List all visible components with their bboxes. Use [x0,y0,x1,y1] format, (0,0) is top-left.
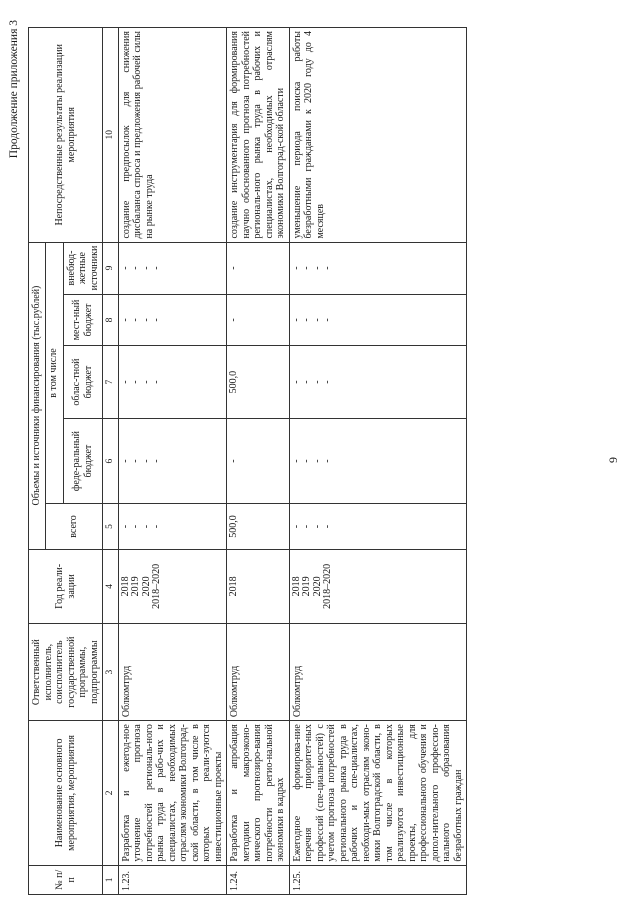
amount-value: - [151,459,163,463]
amount-value: - [322,266,334,270]
column-number: 2 [103,721,119,865]
appendix-note: Продолжение приложения 3 [8,20,20,159]
row-number: 1.24. [227,865,290,894]
measure-name: Разработка и апробация методики макроэконо-мического прогнозиро-вания потребности регио-нальной экономики в кадрах [227,721,290,865]
amount-value: - [322,459,334,463]
header-responsible: Ответственный исполнитель, соисполнитель государственной программы, подпрограммы [29,624,103,721]
column-number: 5 [103,504,119,549]
amount-value: - [130,459,142,463]
responsible-executor: Облкомтруд [289,624,467,721]
amount-value: - [151,266,163,270]
amount-value: - [290,524,302,529]
amount-value: - [311,459,323,463]
amount-value: - [119,524,131,529]
amount-value: - [130,318,142,322]
header-results: Непосредственные результаты реализации мероприятия [29,28,103,243]
local-amounts [118,294,227,346]
responsible-executor: Облкомтруд [118,624,227,721]
amount-value: - [151,318,163,322]
column-number: 9 [103,242,119,294]
amount-value: - [228,318,240,322]
total-amounts [118,504,227,549]
amount-value: - [290,318,302,322]
local-amounts [227,294,290,346]
year-value: 2018 [119,576,131,597]
amount-value: 500,0 [228,370,240,394]
page-number: 9 [606,457,620,463]
amount-value: - [322,524,334,529]
header-num: № п/п [29,865,103,894]
table-row [289,28,467,895]
responsible-executor: Облкомтруд [227,624,290,721]
regional-amounts [118,346,227,418]
amount-value: - [290,266,302,270]
amount-value: - [130,380,142,384]
year-value: 2018 [290,576,302,597]
federal-amounts [118,418,227,504]
amount-value: - [322,318,334,322]
amount-value: - [140,318,152,322]
regional-amounts [289,346,467,418]
amount-value: - [290,459,302,463]
header-extra: внебюд-жетные источники [63,242,103,294]
row-number: 1.25. [289,865,467,894]
plan-table [28,27,467,895]
year-value: 2018–2020 [322,563,334,609]
year-list [118,549,227,624]
measure-name: Ежегодное формирова-ние перечня приоритет-ных профессий (спе-циальностей) с учетом прогноза потребностей регионального рынка труда в рабочих и спе-циалистах, необходи-мых отраслям эконо-мики Волгоградской области, в том числе в которых реализуются инвестиционные проекты, для профессионального обучения и допол-нительного профессио-нального образования безработных граждан [289,721,467,865]
local-amounts [289,294,467,346]
amount-value: - [301,318,313,322]
amount-value: - [311,380,323,384]
header-including: в том числе [45,242,63,504]
amount-value: - [301,524,313,529]
amount-value: - [119,459,131,463]
amount-value: - [119,318,131,322]
total-amounts [289,504,467,549]
expected-results: создание инструментария для формирования научно обоснованного прогноза потребностей региональ-ного рынка труда в рабочих и специалистах, необходимых отраслям экономики Волгоград-ской области [227,28,290,243]
header-federal: феде-ральный бюджет [63,418,103,504]
amount-value: - [119,380,131,384]
header-local: мест-ный бюджет [63,294,103,346]
column-number: 1 [103,865,119,894]
amount-value: - [151,524,163,529]
header-funding: Объемы и источники финансирования (тыс.рублей) [29,242,46,549]
header-year: Год реали-зации [29,549,103,624]
amount-value: - [130,266,142,270]
amount-value: - [311,524,323,529]
header-regional: облас-тной бюджет [63,346,103,418]
column-number: 3 [103,624,119,721]
amount-value: - [130,524,142,529]
year-list [289,549,467,624]
column-number: 4 [103,549,119,624]
federal-amounts [289,418,467,504]
measure-name: Разработка и ежегод-ное уточнение прогноза потребностей региональ-ного рынка труда в рабо-чих и специалистах, необходимых отраслям экономики Волгоград-ской области, в том числе в которых реали-зуются инвестиционные проекты [118,721,227,865]
column-number-row [103,28,119,895]
extra-budget-amounts [118,242,227,294]
expected-results: уменьшение периода поиска работы безработными гражданами к 2020 году до 4 месяцев [289,28,467,243]
year-value: 2018 [228,576,240,597]
year-value: 2019 [130,576,142,597]
amount-value: - [140,380,152,384]
amount-value: - [140,266,152,270]
row-number: 1.23. [118,865,227,894]
amount-value: - [228,266,240,270]
year-list [227,549,290,624]
header-total: всего [45,504,103,549]
amount-value: - [228,459,240,463]
extra-budget-amounts [289,242,467,294]
year-value: 2020 [311,576,323,597]
amount-value: - [311,318,323,322]
amount-value: - [140,459,152,463]
amount-value: - [301,266,313,270]
amount-value: - [301,380,313,384]
amount-value: - [151,380,163,384]
column-number: 6 [103,418,119,504]
amount-value: - [290,380,302,384]
year-value: 2019 [301,576,313,597]
header-name: Наименование основного мероприятия, мероприятия [29,721,103,865]
expected-results: создание предпосылок для снижения дисбаланса спроса и предложения рабочей силы на рынке труда [118,28,227,243]
amount-value: - [301,459,313,463]
table-row [227,28,290,895]
year-value: 2020 [140,576,152,597]
amount-value: - [311,266,323,270]
amount-value: 500,0 [228,515,240,538]
column-number: 7 [103,346,119,418]
amount-value: - [140,524,152,529]
amount-value: - [119,266,131,270]
regional-amounts [227,346,290,418]
column-number: 10 [103,28,119,243]
total-amounts [227,504,290,549]
amount-value: - [322,380,334,384]
year-value: 2018–2020 [151,563,163,609]
federal-amounts [227,418,290,504]
table-row [118,28,227,895]
extra-budget-amounts [227,242,290,294]
column-number: 8 [103,294,119,346]
